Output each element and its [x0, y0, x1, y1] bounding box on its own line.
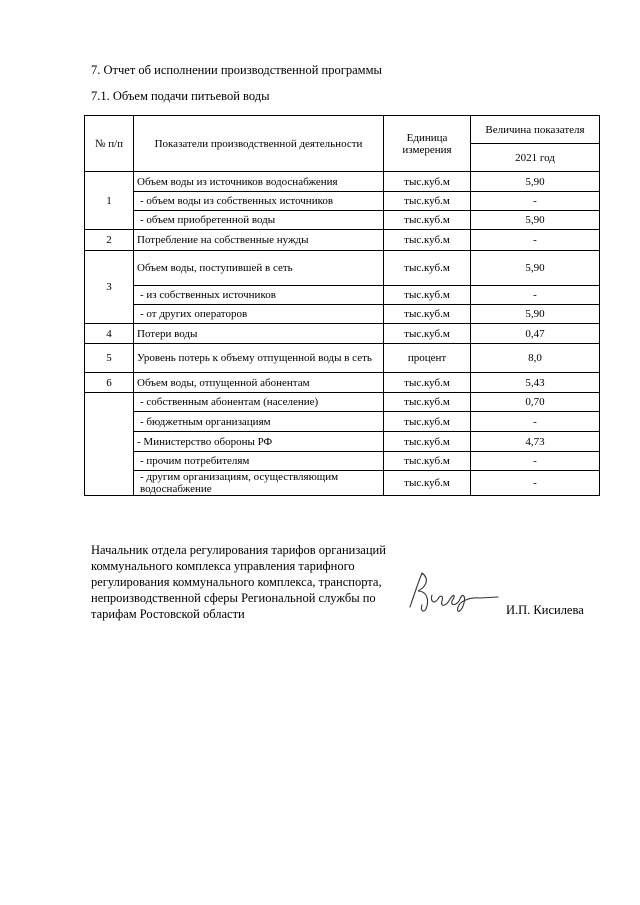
row-indicator: - Министерство обороны РФ: [134, 432, 384, 452]
row-indicator: - собственным абонентам (население): [134, 393, 384, 412]
table-row: [85, 344, 600, 373]
subsection-heading: 7.1. Объем подачи питьевой воды: [91, 89, 270, 103]
signer-name: И.П. Кисилева: [506, 603, 584, 617]
row-indicator: Потери воды: [134, 324, 384, 344]
row-unit: тыс.куб.м: [384, 305, 471, 324]
row-value: 5,90: [471, 211, 600, 230]
row-value: 5,90: [471, 305, 600, 324]
table-row: [85, 452, 600, 471]
row-value: -: [471, 452, 600, 471]
row-unit: тыс.куб.м: [384, 211, 471, 230]
header-indicator: Показатели производственной деятельности: [134, 116, 384, 172]
table-row: [85, 393, 600, 412]
row-unit: тыс.куб.м: [384, 286, 471, 305]
table-row: [85, 432, 600, 452]
row-value: 0,47: [471, 324, 600, 344]
row-unit: тыс.куб.м: [384, 192, 471, 211]
table-row: [85, 305, 600, 324]
row-value: -: [471, 471, 600, 496]
row-unit: тыс.куб.м: [384, 373, 471, 393]
row-unit: тыс.куб.м: [384, 432, 471, 452]
row-value: -: [471, 412, 600, 432]
row-indicator: Объем воды из источников водоснабжения: [134, 172, 384, 192]
table-row: [85, 230, 600, 251]
row-value: 0,70: [471, 393, 600, 412]
row-indicator: - объем воды из собственных источников: [134, 192, 384, 211]
signer-position: Начальник отдела регулирования тарифов организаций коммунального комплекса управления тарифного регулирования коммунального комплекса, транспорта, непроизводственной сферы Региональной службы по тарифам Ростовской области: [91, 543, 386, 621]
row-value: -: [471, 192, 600, 211]
row-indicator: - из собственных источников: [134, 286, 384, 305]
row-unit: тыс.куб.м: [384, 251, 471, 286]
header-year: 2021 год: [471, 144, 600, 172]
table-row: [85, 324, 600, 344]
row-value: -: [471, 230, 600, 251]
row-unit: тыс.куб.м: [384, 230, 471, 251]
row-indicator: - от других операторов: [134, 305, 384, 324]
row-indicator: - другим организациям, осуществляющим водоснабжение: [134, 471, 384, 496]
table-row: [85, 286, 600, 305]
table-row: [85, 373, 600, 393]
row-indicator: Уровень потерь к объему отпущенной воды в сеть: [134, 344, 384, 373]
row-unit: тыс.куб.м: [384, 172, 471, 192]
row-num: 2: [85, 230, 134, 251]
row-num: 1: [85, 172, 134, 230]
row-indicator: - объем приобретенной воды: [134, 211, 384, 230]
row-value: 5,90: [471, 251, 600, 286]
row-num: [85, 393, 134, 496]
row-indicator: Объем воды, отпущенной абонентам: [134, 373, 384, 393]
row-value: 4,73: [471, 432, 600, 452]
table-row: [85, 412, 600, 432]
row-value: 5,43: [471, 373, 600, 393]
row-num: 3: [85, 251, 134, 324]
header-value: Величина показателя: [471, 116, 600, 144]
row-num: 5: [85, 344, 134, 373]
table-row: [85, 172, 600, 192]
row-value: 8,0: [471, 344, 600, 373]
row-indicator: Потребление на собственные нужды: [134, 230, 384, 251]
row-num: 6: [85, 373, 134, 393]
table-row: [85, 192, 600, 211]
row-unit: тыс.куб.м: [384, 452, 471, 471]
table-row: [85, 211, 600, 230]
row-unit: процент: [384, 344, 471, 373]
signature-icon: [400, 565, 510, 620]
row-value: 5,90: [471, 172, 600, 192]
row-unit: тыс.куб.м: [384, 412, 471, 432]
row-indicator: - прочим потребителям: [134, 452, 384, 471]
row-unit: тыс.куб.м: [384, 324, 471, 344]
row-indicator: Объем воды, поступившей в сеть: [134, 251, 384, 286]
section-heading: 7. Отчет об исполнении производственной программы: [91, 63, 382, 77]
row-indicator: - бюджетным организациям: [134, 412, 384, 432]
header-unit: Единица измерения: [384, 116, 471, 172]
header-num: № п/п: [85, 116, 134, 172]
table-row: [85, 471, 600, 496]
water-supply-table: [84, 115, 600, 496]
row-unit: тыс.куб.м: [384, 393, 471, 412]
row-num: 4: [85, 324, 134, 344]
row-unit: тыс.куб.м: [384, 471, 471, 496]
table-header-row: [85, 116, 600, 144]
table-row: [85, 251, 600, 286]
row-value: -: [471, 286, 600, 305]
